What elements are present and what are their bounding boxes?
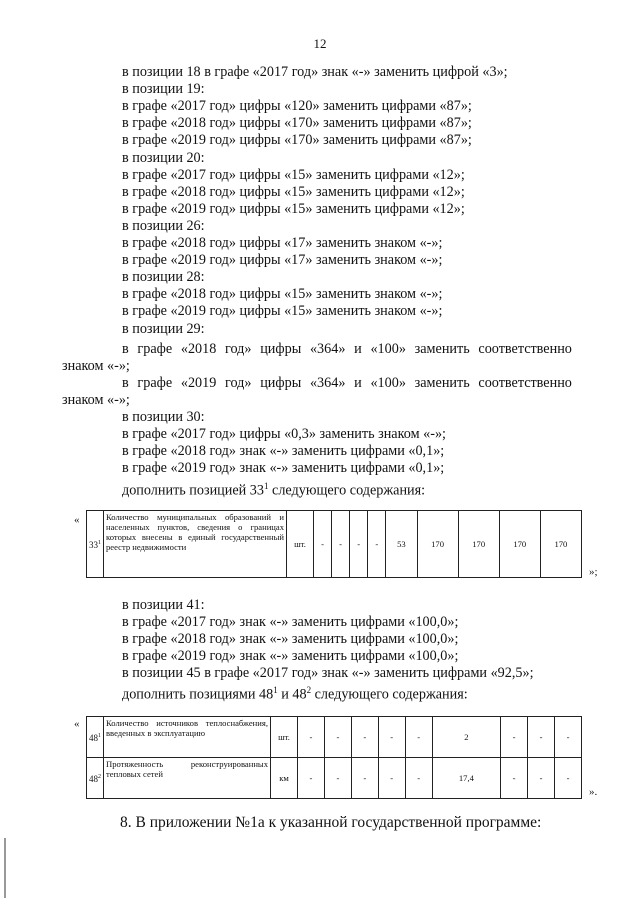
value-cell: - (405, 758, 432, 799)
word: заменить (414, 341, 470, 357)
value-cell: - (314, 511, 332, 578)
value-cell: 2 (432, 717, 501, 758)
word: заменить (414, 375, 470, 391)
word: соответственно (478, 375, 572, 391)
value-cell: - (528, 717, 555, 758)
table-row (87, 758, 582, 799)
value-cell: - (555, 758, 582, 799)
word: цифры (260, 375, 302, 391)
value-cell: - (350, 511, 368, 578)
value-cell: - (351, 758, 378, 799)
position-number: $48^2$ (87, 758, 104, 799)
value-cell: - (298, 758, 325, 799)
position-number: $33^1$ (87, 511, 104, 578)
table-position-33-1 (86, 510, 582, 578)
amendment-line: в позиции 19: (122, 81, 205, 98)
table-row (87, 717, 582, 758)
value-cell: - (378, 758, 405, 799)
paragraph-position-29-2018-tail: знаком «-»; (62, 358, 130, 374)
add-positions-mid: и 48 (277, 686, 307, 703)
value-cell: - (501, 758, 528, 799)
amendment-line: в графе «2019 год» цифры «15» заменить цифрами «12»; (122, 200, 465, 217)
amendment-line: в графе «2019 год» цифры «170» заменить цифрами «87»; (122, 132, 472, 149)
word: год» (225, 375, 252, 391)
value-cell: - (555, 717, 582, 758)
superscript: 1 (264, 481, 269, 491)
unit-cell: шт. (287, 511, 314, 578)
amendment-line: в графе «2019 год» знак «-» заменить цифрами «0,1»; (122, 460, 445, 477)
value-cell: - (332, 511, 350, 578)
unit-cell: км (271, 758, 298, 799)
add-positions-rest: следующего содержания: (311, 686, 468, 703)
value-cell: 170 (458, 511, 499, 578)
final-paragraph: 8. В приложении №1а к указанной государственной программе: (120, 814, 542, 831)
table-positions-48 (86, 716, 582, 799)
value-cell: - (378, 717, 405, 758)
word: в (122, 375, 129, 391)
word: цифры (260, 341, 302, 357)
word: в (122, 341, 129, 357)
indicator-description: Количество источников теплоснабжения, введенных в эксплуатацию (104, 717, 271, 758)
word: «100» (370, 341, 406, 357)
superscript: 1 (273, 685, 278, 695)
add-positions-text: дополнить позициями 48 (122, 686, 274, 703)
amendment-line: в позиции 20: (122, 149, 205, 166)
value-cell: - (324, 717, 351, 758)
value-cell: 17,4 (432, 758, 501, 799)
table2-close-quote: ». (589, 786, 598, 798)
amendment-line: в графе «2017 год» цифры «15» заменить цифрами «12»; (122, 166, 465, 183)
word: год» (225, 341, 252, 357)
word: соответственно (478, 341, 572, 357)
amendment-line: в графе «2017 год» цифры «0,3» заменить знаком «-»; (122, 426, 446, 443)
amendment-line: в позиции 29: (122, 320, 205, 337)
value-cell: - (298, 717, 325, 758)
amendment-line: в позиции 30: (122, 409, 205, 425)
unit-cell: шт. (271, 717, 298, 758)
page-number: 12 (313, 36, 327, 51)
word: «364» (309, 375, 346, 391)
value-cell: 170 (540, 511, 581, 578)
position-number: $48^1$ (87, 717, 104, 758)
amendment-line: в графе «2019 год» цифры «17» заменить знаком «-»; (122, 252, 443, 269)
amendment-line: в графе «2018 год» цифры «15» заменить знаком «-»; (122, 286, 443, 303)
amendment-line: в позиции 41: (122, 597, 205, 613)
amendment-line: в графе «2019 год» цифры «15» заменить знаком «-»; (122, 303, 443, 320)
word: «100» (370, 375, 406, 391)
amendment-line: в графе «2019 год» знак «-» заменить цифрами «100,0»; (122, 648, 459, 665)
paragraph-position-29-2019 (122, 375, 572, 392)
word: графе (137, 341, 173, 357)
amendment-line: в позиции 45 в графе «2017 год» знак «-» заменить цифрами «92,5»; (122, 665, 534, 682)
amendment-line: в графе «2018 год» знак «-» заменить цифрами «100,0»; (122, 631, 459, 648)
word: и (354, 341, 362, 357)
add-position-text: дополнить позицией 33 (122, 482, 264, 499)
paragraph-position-29-2018 (122, 341, 572, 358)
word: и (354, 375, 362, 391)
superscript: 2 (306, 685, 312, 695)
scan-edge-mark (4, 838, 6, 898)
value-cell: - (405, 717, 432, 758)
value-cell: 53 (386, 511, 417, 578)
amendment-line: в графе «2018 год» знак «-» заменить цифрами «0,1»; (122, 443, 445, 460)
table1-open-quote: « (74, 514, 80, 526)
table-row (87, 511, 582, 578)
table2-open-quote: « (74, 718, 80, 730)
add-positions-48-line (122, 682, 468, 704)
indicator-description: Протяженность реконструированных тепловых сетей (104, 758, 271, 799)
word: «2019 (180, 375, 217, 391)
word: «2018 (180, 341, 217, 357)
amendment-line: в графе «2018 год» цифры «15» заменить цифрами «12»; (122, 183, 465, 200)
paragraph-position-29-2019-tail: знаком «-»; (62, 392, 130, 408)
value-cell: - (324, 758, 351, 799)
add-position-rest: следующего содержания: (268, 482, 426, 499)
amendment-line: в позиции 26: (122, 217, 205, 234)
value-cell: - (528, 758, 555, 799)
amendment-line: в графе «2018 год» цифры «170» заменить цифрами «87»; (122, 115, 472, 132)
value-cell: 170 (417, 511, 458, 578)
value-cell: - (351, 717, 378, 758)
word: графе (137, 375, 173, 391)
amendment-line: в позиции 18 в графе «2017 год» знак «-» заменить цифрой «3»; (122, 64, 508, 80)
value-cell: - (368, 511, 386, 578)
amendment-line: в графе «2017 год» знак «-» заменить цифрами «100,0»; (122, 614, 459, 631)
amendment-line: в графе «2017 год» цифры «120» заменить цифрами «87»; (122, 98, 472, 115)
word: «364» (309, 341, 346, 357)
table1-close-quote: »; (589, 566, 598, 578)
value-cell: 170 (499, 511, 540, 578)
amendment-line: в позиции 28: (122, 269, 205, 286)
amendment-line: в графе «2018 год» цифры «17» заменить знаком «-»; (122, 235, 443, 251)
indicator-description: Количество муниципальных образований и населенных пунктов, сведения о границах которых внесены в единый государственный реестр недвижимости (104, 511, 287, 578)
add-position-33-1-line (122, 478, 425, 500)
value-cell: - (501, 717, 528, 758)
